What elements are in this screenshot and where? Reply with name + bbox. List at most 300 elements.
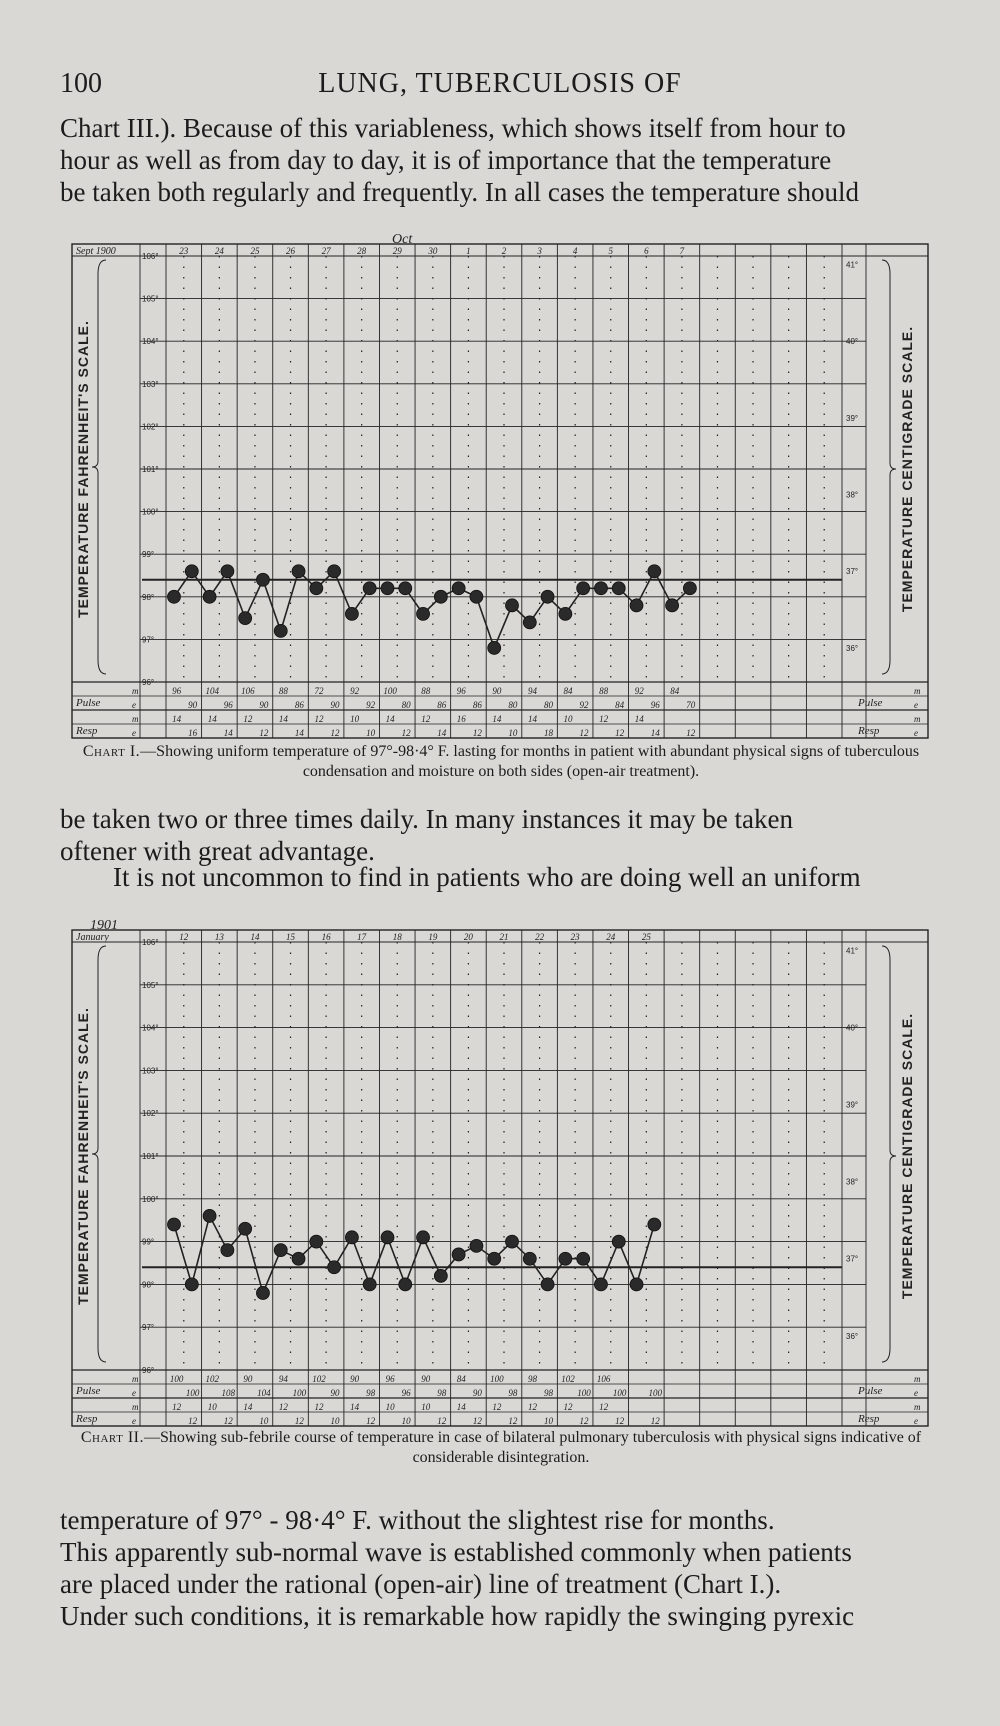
text-line: be taken both regularly and frequently. In all cases the temperature should xyxy=(60,177,859,207)
top-note: Oct xyxy=(392,232,413,247)
y-tick-label-centigrade: 37° xyxy=(846,567,859,577)
pulse-morning-value: 102 xyxy=(561,1374,575,1384)
pulse-evening-value: 100 xyxy=(612,1388,627,1398)
y-tick-label-centigrade: 37° xyxy=(846,1254,859,1264)
y-tick-label: 100° xyxy=(142,1194,159,1204)
temperature-point xyxy=(470,590,483,603)
resp-morning-value: 14 xyxy=(278,714,288,724)
pulse-morning-value: 90 xyxy=(350,1374,360,1384)
y-tick-label: 99° xyxy=(142,550,155,560)
pulse-evening-value: 96 xyxy=(650,700,660,710)
resp-morning-value: 12 xyxy=(421,714,431,724)
paragraph-1 xyxy=(60,112,942,208)
morning-label: m xyxy=(132,1374,139,1384)
temperature-point xyxy=(399,1278,412,1291)
y-tick-label: 106° xyxy=(142,938,159,947)
paragraph-2 xyxy=(60,803,942,867)
resp-evening-value: 12 xyxy=(366,1416,376,1426)
day-label: 17 xyxy=(357,932,367,942)
day-label: 29 xyxy=(392,246,402,256)
temperature-point xyxy=(434,590,447,603)
resp-evening-value: 12 xyxy=(223,1416,233,1426)
resp-morning-value: 10 xyxy=(385,1402,395,1412)
day-label: 12 xyxy=(179,932,189,942)
temperature-point xyxy=(452,582,465,595)
resp-evening-value: 10 xyxy=(401,1416,411,1426)
temperature-point xyxy=(470,1239,483,1252)
resp-morning-value: 16 xyxy=(456,714,466,724)
y-tick-label-centigrade: 36° xyxy=(846,1331,859,1341)
pulse-evening-value: 90 xyxy=(259,700,269,710)
day-label: 20 xyxy=(463,932,473,942)
temperature-point xyxy=(363,582,376,595)
temperature-point xyxy=(488,641,501,654)
temperature-point xyxy=(648,1218,661,1231)
day-label: 16 xyxy=(321,932,331,942)
resp-evening-value: 12 xyxy=(437,1416,447,1426)
resp-evening-value: 14 xyxy=(294,728,304,738)
y-tick-label: 103° xyxy=(142,379,159,389)
resp-morning-value: 10 xyxy=(350,714,360,724)
pulse-morning-value: 90 xyxy=(243,1374,253,1384)
temperature-point xyxy=(434,1269,447,1282)
pulse-evening-value: 90 xyxy=(330,1388,340,1398)
day-label: 22 xyxy=(535,932,545,942)
pulse-morning-value: 88 xyxy=(278,686,288,696)
pulse-evening-value: 90 xyxy=(188,700,198,710)
pulse-morning-value: 92 xyxy=(634,686,644,696)
temperature-point xyxy=(203,1209,216,1222)
resp-morning-value: 10 xyxy=(563,714,573,724)
temperature-point xyxy=(559,1252,572,1265)
pulse-evening-value: 90 xyxy=(330,700,340,710)
text-line: Chart III.). Because of this variableness, which shows itself from hour to xyxy=(60,113,846,143)
pulse-evening-value: 80 xyxy=(543,700,553,710)
left-axis-title: TEMPERATURE FAHRENHEIT'S SCALE. xyxy=(75,1007,91,1305)
temperature-point xyxy=(203,590,216,603)
day-label: 25 xyxy=(641,932,651,942)
left-bracket xyxy=(92,946,106,1362)
pulse-evening-value: 104 xyxy=(257,1388,271,1398)
day-label: 5 xyxy=(608,246,613,256)
temperature-point xyxy=(256,573,269,586)
temperature-point xyxy=(381,582,394,595)
temperature-point xyxy=(417,607,430,620)
pulse-morning-value: 100 xyxy=(169,1374,184,1384)
day-label: 26 xyxy=(286,246,296,256)
pulse-morning-value: 84 xyxy=(563,686,573,696)
pulse-evening-value: 92 xyxy=(366,700,376,710)
temperature-point xyxy=(274,1244,287,1257)
temperature-point xyxy=(488,1252,501,1265)
resp-evening-value: 16 xyxy=(188,728,198,738)
pulse-morning-value: 90 xyxy=(492,686,502,696)
temperature-point xyxy=(239,1222,252,1235)
resp-morning-value: 14 xyxy=(634,714,644,724)
pulse-evening-value: 84 xyxy=(615,700,625,710)
resp-morning-value: 12 xyxy=(527,1402,537,1412)
resp-morning-value: 10 xyxy=(207,1402,217,1412)
temperature-point xyxy=(630,1278,643,1291)
start-label: Sept 1900 xyxy=(76,246,116,257)
pulse-morning-value: 92 xyxy=(350,686,360,696)
pulse-morning-value: 94 xyxy=(278,1374,288,1384)
pulse-evening-value: 80 xyxy=(401,700,411,710)
temperature-point xyxy=(221,1244,234,1257)
y-tick-label: 101° xyxy=(142,1152,159,1161)
temperature-point xyxy=(363,1278,376,1291)
pulse-morning-value: 88 xyxy=(421,686,431,696)
y-tick-label: 105° xyxy=(142,980,159,990)
temperature-point xyxy=(594,1278,607,1291)
temperature-point xyxy=(328,565,341,578)
temperature-point xyxy=(185,565,198,578)
temperature-point xyxy=(345,1231,358,1244)
temperature-point xyxy=(256,1286,269,1299)
chart-2-svg xyxy=(62,918,936,1428)
resp-evening-value: 12 xyxy=(330,728,340,738)
y-tick-label: 97° xyxy=(142,1323,155,1333)
chart-1-svg xyxy=(62,232,936,740)
chart-1 xyxy=(62,232,936,740)
pulse-morning-value: 98 xyxy=(527,1374,537,1384)
pulse-evening-value: 108 xyxy=(221,1388,236,1398)
y-tick-label-centigrade: 39° xyxy=(846,413,859,423)
y-tick-label-centigrade: 38° xyxy=(846,1177,859,1187)
resp-evening-value: 12 xyxy=(686,728,696,738)
y-tick-label: 103° xyxy=(142,1066,159,1076)
pulse-evening-value: 98 xyxy=(366,1388,376,1398)
day-label: 24 xyxy=(606,932,616,942)
pulse-morning-value: 90 xyxy=(421,1374,431,1384)
chart-2 xyxy=(62,918,936,1428)
pulse-morning-value: 96 xyxy=(456,686,466,696)
pulse-evening-value: 98 xyxy=(543,1388,553,1398)
day-label: 28 xyxy=(357,246,367,256)
left-bracket xyxy=(92,260,106,674)
pulse-evening-value: 98 xyxy=(437,1388,447,1398)
resp-morning-value: 10 xyxy=(421,1402,431,1412)
resp-morning-value: 12 xyxy=(599,714,609,724)
y-tick-label: 98° xyxy=(142,592,155,602)
temperature-point xyxy=(452,1248,465,1261)
right-bracket xyxy=(882,946,896,1362)
pulse-morning-value: 104 xyxy=(205,686,220,696)
y-tick-label: 105° xyxy=(142,294,159,304)
chart-frame xyxy=(72,244,928,738)
evening-label-right: e xyxy=(914,728,918,738)
day-label: 19 xyxy=(428,932,438,942)
pulse-morning-value: 100 xyxy=(383,686,397,696)
y-tick-label: 99° xyxy=(142,1237,155,1247)
y-tick-label: 106° xyxy=(142,252,159,261)
day-label: 3 xyxy=(537,246,542,256)
y-tick-label: 104° xyxy=(142,1023,159,1033)
chart-1-caption xyxy=(60,742,942,782)
y-tick-label: 102° xyxy=(142,422,159,432)
y-tick-label-centigrade: 38° xyxy=(846,490,859,500)
resp-morning-value: 14 xyxy=(350,1402,360,1412)
pulse-evening-value: 100 xyxy=(185,1388,200,1398)
left-axis-title: TEMPERATURE FAHRENHEIT'S SCALE. xyxy=(75,320,91,618)
resp-morning-value: 12 xyxy=(243,714,253,724)
resp-evening-value: 14 xyxy=(437,728,447,738)
morning-label-right: m xyxy=(914,1374,921,1384)
text-line: be taken two or three times daily. In many instances it may be taken xyxy=(60,804,794,834)
temperature-point xyxy=(185,1278,198,1291)
pulse-evening-value: 92 xyxy=(579,700,589,710)
resp-evening-value: 10 xyxy=(366,728,376,738)
evening-label: e xyxy=(132,1416,136,1426)
day-label: 21 xyxy=(499,932,509,942)
pulse-morning-value: 94 xyxy=(527,686,537,696)
pulse-morning-value: 72 xyxy=(314,686,324,696)
resp-evening-value: 18 xyxy=(543,728,553,738)
y-tick-label-centigrade: 41° xyxy=(846,260,859,270)
y-tick-label: 98° xyxy=(142,1280,155,1290)
resp-evening-value: 10 xyxy=(508,728,518,738)
page-header xyxy=(60,68,940,104)
day-label: 23 xyxy=(570,932,580,942)
caption-text: —Showing sub-febrile course of temperature in case of bilateral pulmonary tuberculosis with physical signs indicative of considerable disintegration. xyxy=(144,1429,922,1466)
temperature-point xyxy=(345,607,358,620)
resp-evening-value: 12 xyxy=(188,1416,198,1426)
temperature-point xyxy=(523,1252,536,1265)
morning-label-right: m xyxy=(914,714,921,724)
paragraph-3 xyxy=(60,861,942,893)
morning-label: m xyxy=(132,1402,139,1412)
text-line: oftener with great advantage. xyxy=(60,836,375,866)
pulse-morning-value: 88 xyxy=(599,686,609,696)
morning-label-right: m xyxy=(914,686,921,696)
text-line: This apparently sub-normal wave is established commonly when patients xyxy=(60,1537,852,1567)
temperature-point xyxy=(523,616,536,629)
resp-morning-value: 14 xyxy=(207,714,217,724)
page-number: 100 xyxy=(60,68,102,99)
temperature-point xyxy=(666,599,679,612)
pulse-label-right: Pulse xyxy=(858,1385,883,1397)
temperature-point xyxy=(399,582,412,595)
pulse-label-right: Pulse xyxy=(858,697,883,709)
temperature-point xyxy=(506,599,519,612)
day-label: 18 xyxy=(392,932,402,942)
temperature-point xyxy=(612,1235,625,1248)
temperature-point xyxy=(577,1252,590,1265)
resp-evening-value: 12 xyxy=(401,728,411,738)
resp-evening-value: 10 xyxy=(543,1416,553,1426)
pulse-morning-value: 106 xyxy=(241,686,255,696)
y-tick-label: 101° xyxy=(142,465,159,474)
day-label: 7 xyxy=(679,246,685,256)
resp-morning-value: 14 xyxy=(456,1402,466,1412)
day-label: 30 xyxy=(428,246,438,256)
pulse-morning-value: 102 xyxy=(205,1374,220,1384)
temperature-point xyxy=(168,1218,181,1231)
temperature-series-line xyxy=(174,571,690,648)
day-label: 1 xyxy=(466,246,471,256)
caption-label: Chart II. xyxy=(80,1429,144,1446)
resp-evening-value: 12 xyxy=(650,1416,660,1426)
text-line: Under such conditions, it is remarkable how rapidly the swinging pyrexic xyxy=(60,1601,855,1631)
resp-morning-value: 12 xyxy=(563,1402,573,1412)
evening-label: e xyxy=(132,728,136,738)
temperature-point xyxy=(559,607,572,620)
temperature-point xyxy=(292,565,305,578)
pulse-label: Pulse xyxy=(76,697,101,709)
top-note: 1901 xyxy=(90,918,118,933)
day-label: 25 xyxy=(250,246,260,256)
temperature-point xyxy=(417,1231,430,1244)
resp-evening-value: 12 xyxy=(615,1416,625,1426)
day-label: 14 xyxy=(250,932,260,942)
resp-morning-value: 14 xyxy=(492,714,502,724)
resp-label: Resp xyxy=(76,725,98,737)
morning-label: m xyxy=(132,686,139,696)
chart-2-caption xyxy=(60,1428,942,1468)
day-label: 27 xyxy=(321,246,331,256)
pulse-evening-value: 86 xyxy=(437,700,447,710)
temperature-point xyxy=(612,582,625,595)
resp-evening-value: 12 xyxy=(294,1416,304,1426)
resp-morning-value: 12 xyxy=(314,1402,324,1412)
pulse-evening-value: 100 xyxy=(648,1388,662,1398)
y-tick-label-centigrade: 36° xyxy=(846,643,859,653)
temperature-point xyxy=(577,582,590,595)
pulse-evening-value: 100 xyxy=(577,1388,591,1398)
pulse-morning-value: 96 xyxy=(385,1374,395,1384)
pulse-evening-value: 86 xyxy=(472,700,482,710)
resp-evening-value: 12 xyxy=(259,728,269,738)
pulse-morning-value: 84 xyxy=(456,1374,466,1384)
temperature-point xyxy=(239,612,252,625)
day-label: 2 xyxy=(501,246,507,256)
temperature-point xyxy=(594,582,607,595)
y-tick-label-centigrade: 40° xyxy=(846,337,859,347)
pulse-morning-value: 106 xyxy=(596,1374,611,1384)
y-tick-label: 96° xyxy=(142,1366,155,1375)
day-label: 24 xyxy=(214,246,224,256)
morning-label: m xyxy=(132,714,139,724)
pulse-label: Pulse xyxy=(76,1385,101,1397)
y-tick-label-centigrade: 39° xyxy=(846,1100,859,1110)
temperature-point xyxy=(310,582,323,595)
resp-morning-value: 14 xyxy=(172,714,182,724)
pulse-morning-value: 102 xyxy=(312,1374,326,1384)
resp-morning-value: 12 xyxy=(492,1402,502,1412)
y-tick-label: 102° xyxy=(142,1109,159,1119)
pulse-evening-value: 90 xyxy=(472,1388,482,1398)
resp-label-right: Resp xyxy=(858,1413,880,1425)
running-head: LUNG, TUBERCULOSIS OF xyxy=(318,68,682,99)
evening-label-right: e xyxy=(914,1388,918,1398)
temperature-point xyxy=(292,1252,305,1265)
temperature-point xyxy=(328,1261,341,1274)
temperature-point xyxy=(381,1231,394,1244)
resp-label-right: Resp xyxy=(858,725,880,737)
temperature-point xyxy=(630,599,643,612)
right-axis-title: TEMPERATURE CENTIGRADE SCALE. xyxy=(899,325,915,613)
resp-evening-value: 12 xyxy=(615,728,625,738)
resp-morning-value: 14 xyxy=(243,1402,253,1412)
resp-evening-value: 10 xyxy=(330,1416,340,1426)
text-line: are placed under the rational (open-air) line of treatment (Chart I.). xyxy=(60,1569,782,1599)
evening-label-right: e xyxy=(914,1416,918,1426)
right-axis-title: TEMPERATURE CENTIGRADE SCALE. xyxy=(899,1012,915,1300)
resp-evening-value: 12 xyxy=(508,1416,518,1426)
resp-evening-value: 12 xyxy=(472,1416,482,1426)
chart-frame xyxy=(72,930,928,1426)
y-tick-label-centigrade: 40° xyxy=(846,1023,859,1033)
temperature-point xyxy=(541,1278,554,1291)
temperature-point xyxy=(648,565,661,578)
evening-label: e xyxy=(132,700,136,710)
resp-morning-value: 12 xyxy=(172,1402,182,1412)
y-tick-label: 104° xyxy=(142,337,159,347)
pulse-evening-value: 98 xyxy=(508,1388,518,1398)
text-line: temperature of 97° - 98·4° F. without the slightest rise for months. xyxy=(60,1505,775,1535)
resp-label: Resp xyxy=(76,1413,98,1425)
pulse-evening-value: 80 xyxy=(508,700,518,710)
resp-evening-value: 12 xyxy=(579,1416,589,1426)
resp-evening-value: 12 xyxy=(472,728,482,738)
text-line: hour as well as from day to day, it is of importance that the temperature xyxy=(60,145,832,175)
pulse-evening-value: 96 xyxy=(223,700,233,710)
caption-label: Chart I. xyxy=(82,743,141,760)
temperature-point xyxy=(168,590,181,603)
resp-evening-value: 10 xyxy=(259,1416,269,1426)
temperature-point xyxy=(221,565,234,578)
resp-morning-value: 14 xyxy=(527,714,537,724)
day-label: 4 xyxy=(572,246,578,256)
resp-morning-value: 12 xyxy=(599,1402,609,1412)
temperature-point xyxy=(506,1235,519,1248)
resp-evening-value: 14 xyxy=(650,728,660,738)
y-tick-label: 100° xyxy=(142,507,159,517)
day-label: 23 xyxy=(179,246,189,256)
resp-morning-value: 12 xyxy=(314,714,324,724)
resp-morning-value: 12 xyxy=(278,1402,288,1412)
text-line: It is not uncommon to find in patients who are doing well an uniform xyxy=(113,862,861,892)
temperature-point xyxy=(274,624,287,637)
start-label: January xyxy=(76,932,109,943)
caption-text: —Showing uniform temperature of 97°-98·4° F. lasting for months in patient with abundant physical signs of tuberculous condensation and moisture on both sides (open-air treatment). xyxy=(140,743,920,780)
pulse-evening-value: 96 xyxy=(401,1388,411,1398)
pulse-morning-value: 100 xyxy=(490,1374,504,1384)
pulse-evening-value: 86 xyxy=(294,700,304,710)
y-tick-label: 97° xyxy=(142,635,155,645)
resp-morning-value: 14 xyxy=(385,714,395,724)
temperature-point xyxy=(310,1235,323,1248)
day-label: 13 xyxy=(214,932,224,942)
day-label: 15 xyxy=(286,932,296,942)
morning-label-right: m xyxy=(914,1402,921,1412)
resp-evening-value: 12 xyxy=(579,728,589,738)
y-tick-label-centigrade: 41° xyxy=(846,946,859,956)
pulse-evening-value: 70 xyxy=(686,700,696,710)
pulse-evening-value: 100 xyxy=(292,1388,307,1398)
pulse-morning-value: 84 xyxy=(670,686,680,696)
evening-label-right: e xyxy=(914,700,918,710)
evening-label: e xyxy=(132,1388,136,1398)
temperature-point xyxy=(541,590,554,603)
temperature-point xyxy=(683,582,696,595)
y-tick-label: 96° xyxy=(142,678,155,687)
resp-evening-value: 14 xyxy=(223,728,233,738)
pulse-morning-value: 96 xyxy=(172,686,182,696)
right-bracket xyxy=(882,260,896,674)
day-label: 6 xyxy=(644,246,649,256)
paragraph-4 xyxy=(60,1504,942,1632)
